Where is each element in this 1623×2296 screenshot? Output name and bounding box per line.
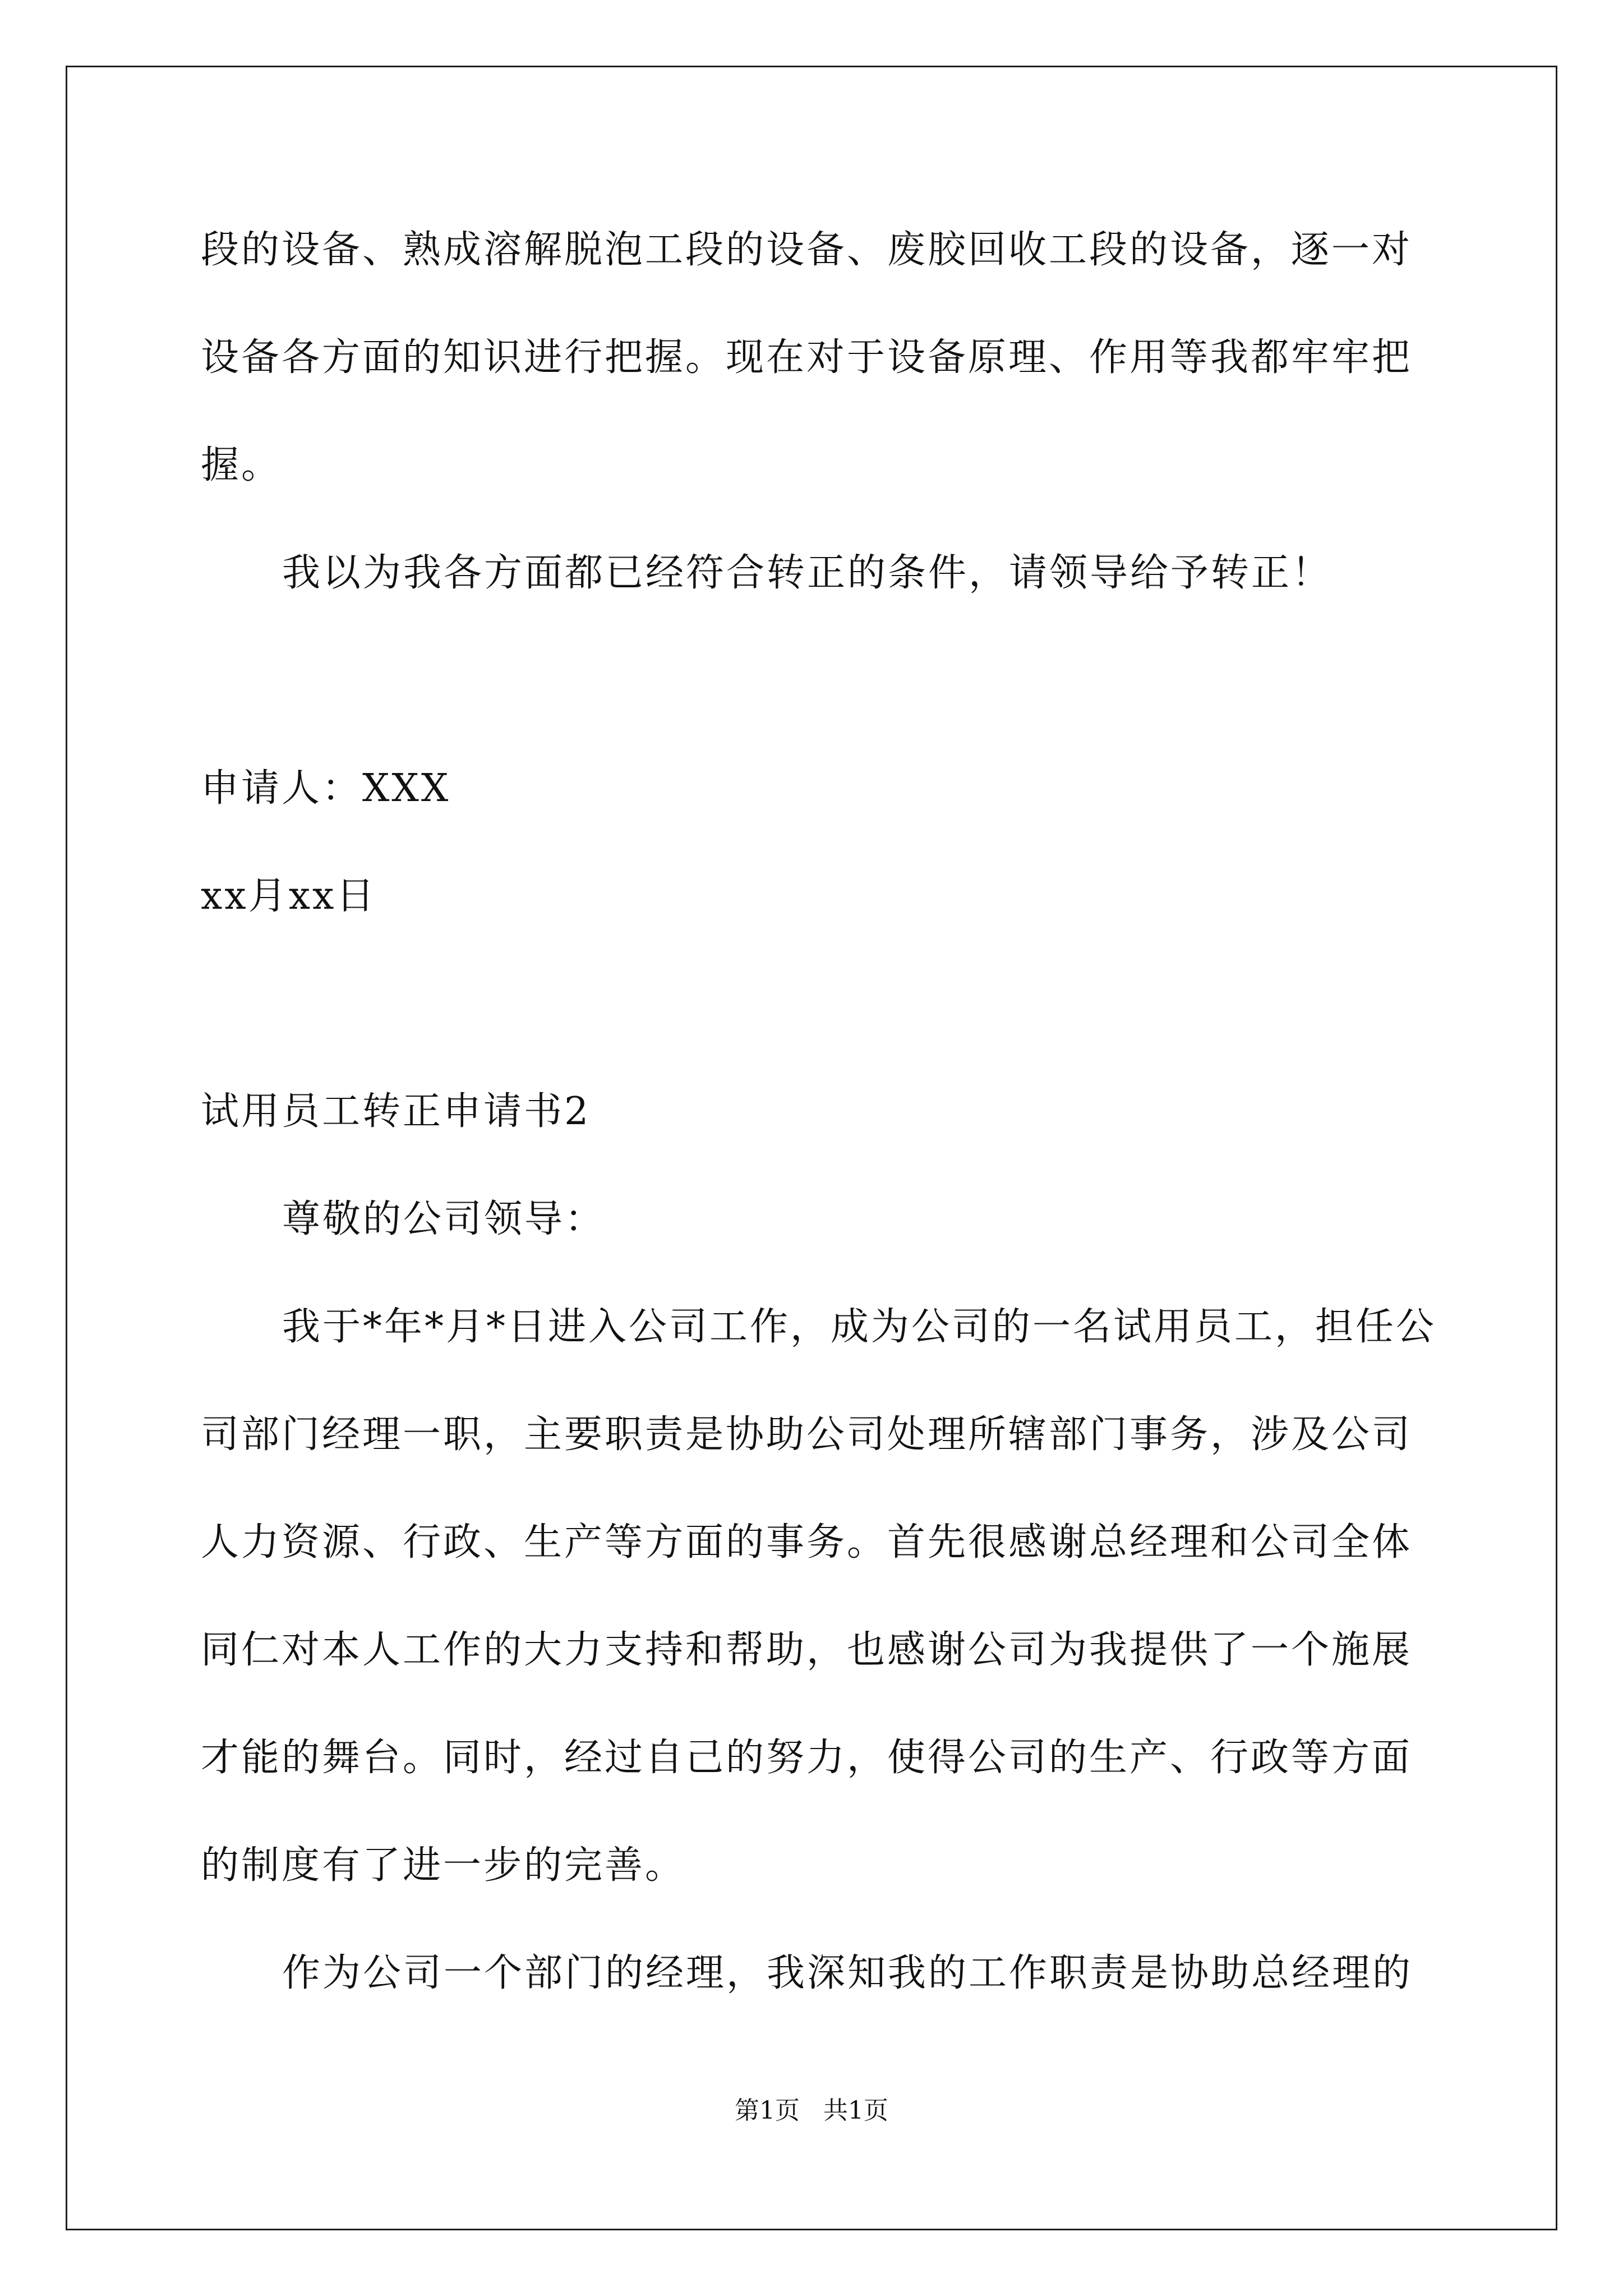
- paragraph-line: 作为公司一个部门的经理，我深知我的工作职责是协助总经理的: [282, 1951, 1413, 1995]
- greeting: 尊敬的公司领导：: [282, 1197, 606, 1241]
- paragraph-conclusion: 我以为我各方面都已经符合转正的条件，请领导给予转正！: [282, 551, 1332, 595]
- paragraph-line: 的制度有了进一步的完善。: [201, 1843, 686, 1888]
- paragraph-line: 握。: [201, 443, 282, 487]
- paragraph-line: 人力资源、行政、生产等方面的事务。首先很感谢总经理和公司全体: [201, 1520, 1413, 1565]
- page-border: [66, 66, 1557, 2230]
- applicant-signature: 申请人：XXX: [201, 766, 451, 811]
- paragraph-line: 才能的舞台。同时，经过自己的努力，使得公司的生产、行政等方面: [201, 1736, 1413, 1780]
- total-pages: 共1页: [823, 2096, 888, 2125]
- page-number: 第1页: [735, 2096, 800, 2125]
- paragraph-line: 设备各方面的知识进行把握。现在对于设备原理、作用等我都牢牢把: [201, 335, 1413, 380]
- paragraph-line: 我于*年*月*日进入公司工作，成为公司的一名试用员工，担任公: [282, 1305, 1437, 1349]
- paragraph-line: 段的设备、熟成溶解脱泡工段的设备、废胶回收工段的设备，逐一对: [201, 228, 1413, 272]
- date-line: xx月xx日: [201, 874, 377, 918]
- page-footer: [0, 2097, 1623, 2125]
- paragraph-line: 司部门经理一职，主要职责是协助公司处理所辖部门事务，涉及公司: [201, 1412, 1413, 1457]
- paragraph-line: 同仁对本人工作的大力支持和帮助，也感谢公司为我提供了一个施展: [201, 1628, 1413, 1672]
- section-title: 试用员工转正申请书2: [201, 1089, 591, 1134]
